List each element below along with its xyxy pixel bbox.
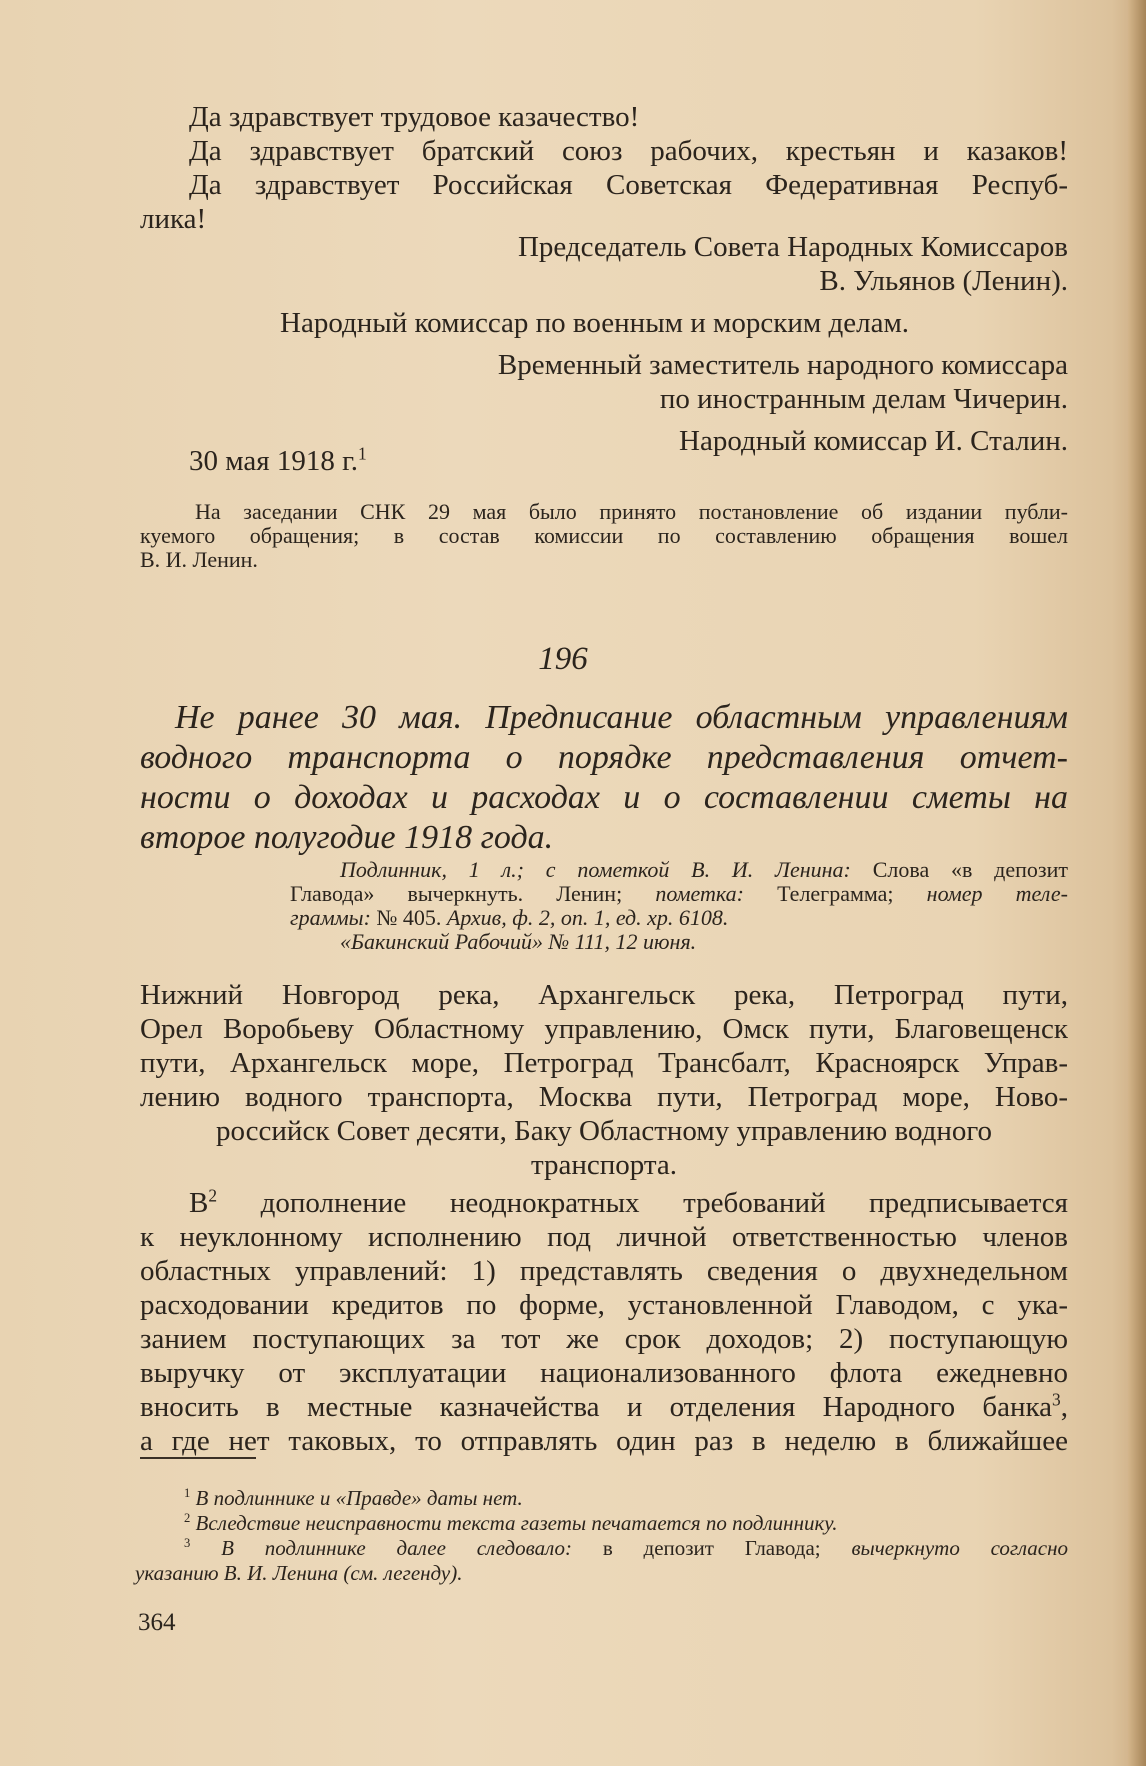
footnote-divider	[140, 1457, 256, 1459]
body-line-8: а где нет таковых, то отправлять один раз в неделю в ближайшее	[140, 1425, 1068, 1457]
body-line-2: к неуклонному исполнению под личной ответственностью членов	[140, 1221, 1068, 1253]
slogan-1: Да здравствует трудовое казачество!	[189, 101, 640, 133]
military-commissar: Народный комиссар по военным и морским делам.	[280, 307, 910, 339]
footnote-ref-3: 3	[1052, 1389, 1061, 1410]
footnote-3-cont: указанию В. И. Ленина (см. легенду).	[135, 1561, 463, 1585]
note-line-3: В. И. Ленин.	[140, 547, 258, 572]
page-number-block	[0, 1606, 1146, 1640]
address-line-4: лению водного транспорта, Москва пути, Петроград море, Ново-	[140, 1081, 1068, 1113]
title-line-2: водного транспорта о порядке представления отчет-	[140, 739, 1068, 776]
footnotes	[0, 1486, 1146, 1586]
source-line-1: Подлинник, 1 л.; с пометкой В. И. Ленина: Слова «в депозит	[340, 857, 1068, 882]
slogans	[0, 100, 1146, 236]
address-line-2: Орел Воробьеву Областному управлению, Омск пути, Благовещенск	[140, 1013, 1068, 1045]
stalin-signature: Народный комиссар И. Сталин.	[679, 425, 1068, 457]
address-line-3: пути, Архангельск море, Петроград Трансбалт, Красноярск Управ-	[140, 1047, 1068, 1079]
slogan-3-cont: лика!	[140, 203, 207, 235]
source-line-2: Главода» вычеркнуть. Ленин; пометка: Телеграмма; номер теле-	[290, 881, 1069, 906]
slogan-2: Да здравствует братский союз рабочих, крестьян и казаков!	[189, 135, 1068, 167]
document-number: 196	[538, 641, 588, 677]
body-line-1: $В^2$ дополнение неоднократных требований предписывается	[189, 1185, 1069, 1219]
address-line-5: российск Совет десяти, Баку Областному управлению водного	[215, 1115, 993, 1147]
body-line-3: областных управлений: 1) представлять сведения о двухнедельном	[140, 1255, 1068, 1287]
body-text	[0, 1186, 1146, 1458]
foreign-title: Временный заместитель народного комиссара	[497, 349, 1068, 381]
footnote-3: $^3$ В подлиннике далее следовало: в депозит Главода; вычеркнуто согласно	[184, 1536, 1068, 1560]
chair-name: В. Ульянов (Ленин).	[819, 265, 1068, 297]
page-number: 364	[138, 1609, 176, 1636]
document-date: 30 мая 1918 г.$^1$	[189, 443, 367, 477]
document-title	[0, 698, 1146, 858]
footnote-ref-1: 1	[358, 443, 367, 464]
source-line-3: граммы: № 405. Архив, ф. 2, оп. 1, ед. хр. 6108.	[290, 905, 729, 930]
source-line-4: «Бакинский Рабочий» № 111, 12 июня.	[340, 929, 697, 954]
editorial-note	[0, 500, 1146, 572]
note-line-1: На заседании СНК 29 мая было принято постановление об издании публи-	[195, 499, 1068, 524]
body-line-5: занием поступающих за тот же срок доходов; 2) поступающую	[140, 1323, 1068, 1355]
title-line-1: Не ранее 30 мая. Предписание областным управлениям	[175, 699, 1068, 736]
address-line-1: Нижний Новгород река, Архангельск река, Петроград пути,	[140, 979, 1068, 1011]
body-line-6: выручку от эксплуатации национализованного флота ежедневно	[140, 1357, 1068, 1389]
body-line-7: вносить в местные казначейства и отделения Народного банка$^3$,	[140, 1389, 1068, 1423]
footnote-ref-2: 2	[208, 1185, 218, 1206]
footnote-2: $^2$ Вследствие неисправности текста газеты печатается по подлиннику.	[184, 1511, 838, 1535]
footnote-1: $^1$ В подлиннике и «Правде» даты нет.	[184, 1486, 523, 1510]
document-heading	[0, 640, 1146, 858]
slogan-3: Да здравствует Российская Советская Федеративная Респуб-	[189, 169, 1068, 201]
foreign-name: по иностранным делам Чичерин.	[659, 383, 1068, 415]
chair-title: Председатель Совета Народных Комиссаров	[517, 231, 1068, 263]
note-line-2: куемого обращения; в состав комиссии по составлению обращения вошел	[140, 523, 1068, 548]
title-line-4: второе полугодие 1918 года.	[140, 819, 554, 856]
address-line-6: транспорта.	[530, 1149, 678, 1181]
date-line	[0, 444, 1146, 478]
source-legend	[0, 858, 1146, 954]
title-line-3: ности о доходах и расходах и о составлении сметы на	[140, 779, 1068, 816]
address-block	[0, 978, 1146, 1182]
signatures	[0, 230, 1146, 458]
body-line-4: расходовании кредитов по форме, установленной Главодом, с ука-	[140, 1289, 1068, 1321]
